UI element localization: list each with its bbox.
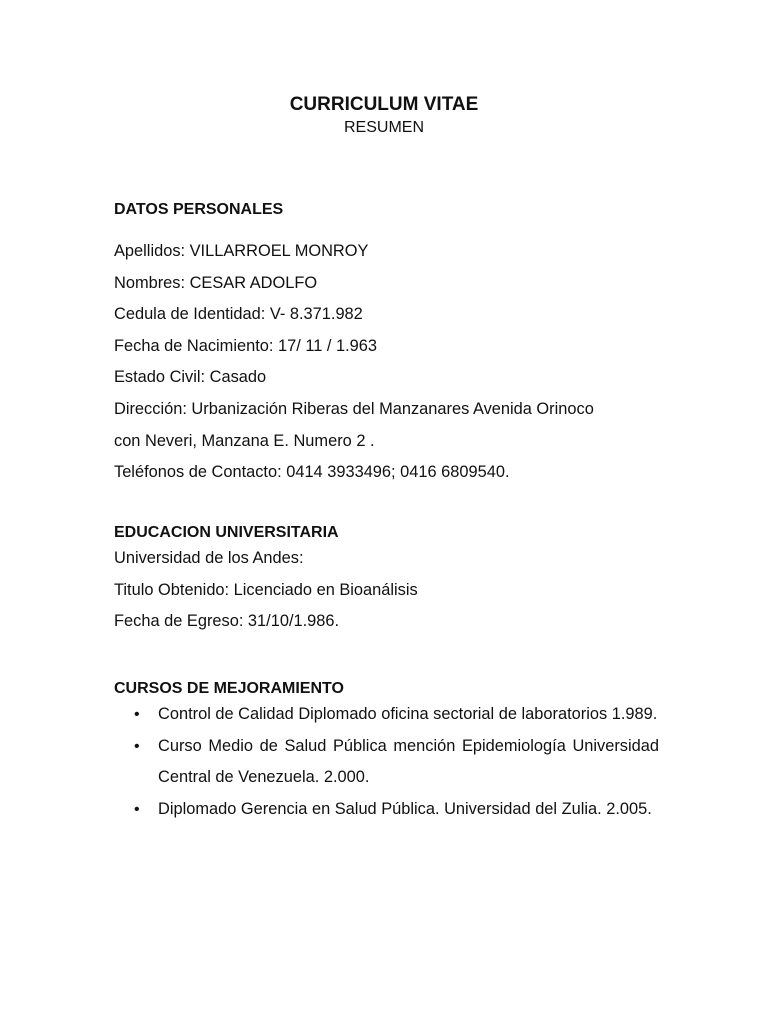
courses-heading: CURSOS DE MEJORAMIENTO [114, 680, 344, 697]
course-text: Control de Calidad Diplomado oficina sectorial de laboratorios 1.989. [158, 705, 658, 723]
bullet-icon: • [134, 737, 140, 755]
list-item [114, 731, 659, 794]
document-title: CURRICULUM VITAE [289, 94, 479, 115]
given-names-line: Nombres: CESAR ADOLFO [114, 273, 318, 292]
id-number-line: Cedula de Identidad: V- 8.371.982 [114, 305, 363, 324]
courses-section [114, 679, 659, 825]
courses-list [114, 699, 659, 825]
personal-data-lines [114, 236, 659, 489]
personal-data-section [114, 200, 659, 489]
bullet-icon: • [134, 706, 140, 723]
course-text: Curso Medio de Salud Pública mención Epidemiología Universidad Central de Venezuela. 2.000. [158, 736, 659, 787]
course-text: Diplomado Gerencia en Salud Pública. Universidad del Zulia. 2.005. [158, 799, 652, 818]
marital-status-line: Estado Civil: Casado [114, 368, 267, 387]
graduation-date-line: Fecha de Egreso: 31/10/1.986. [114, 612, 340, 631]
education-heading: EDUCACION UNIVERSITARIA [114, 524, 339, 541]
personal-data-heading: DATOS PERSONALES [114, 201, 284, 218]
address-line-1: Dirección: Urbanización Riberas del Manzanares Avenida Orinoco [114, 399, 594, 418]
document-subtitle: RESUMEN [343, 119, 424, 136]
phone-line: Teléfonos de Contacto: 0414 3933496; 0416 6809540. [114, 463, 510, 482]
list-item [114, 794, 659, 826]
education-lines [114, 543, 659, 638]
degree-line: Titulo Obtenido: Licenciado en Bioanálisis [114, 580, 418, 599]
university-line: Universidad de los Andes: [114, 549, 304, 567]
birth-date-line: Fecha de Nacimiento: 17/ 11 / 1.963 [114, 336, 378, 355]
education-section [114, 523, 659, 638]
address-line-2: con Neveri, Manzana E. Numero 2 . [114, 431, 375, 450]
list-item [114, 699, 659, 731]
bullet-icon: • [134, 800, 140, 818]
surname-line: Apellidos: VILLARROEL MONROY [114, 242, 369, 260]
